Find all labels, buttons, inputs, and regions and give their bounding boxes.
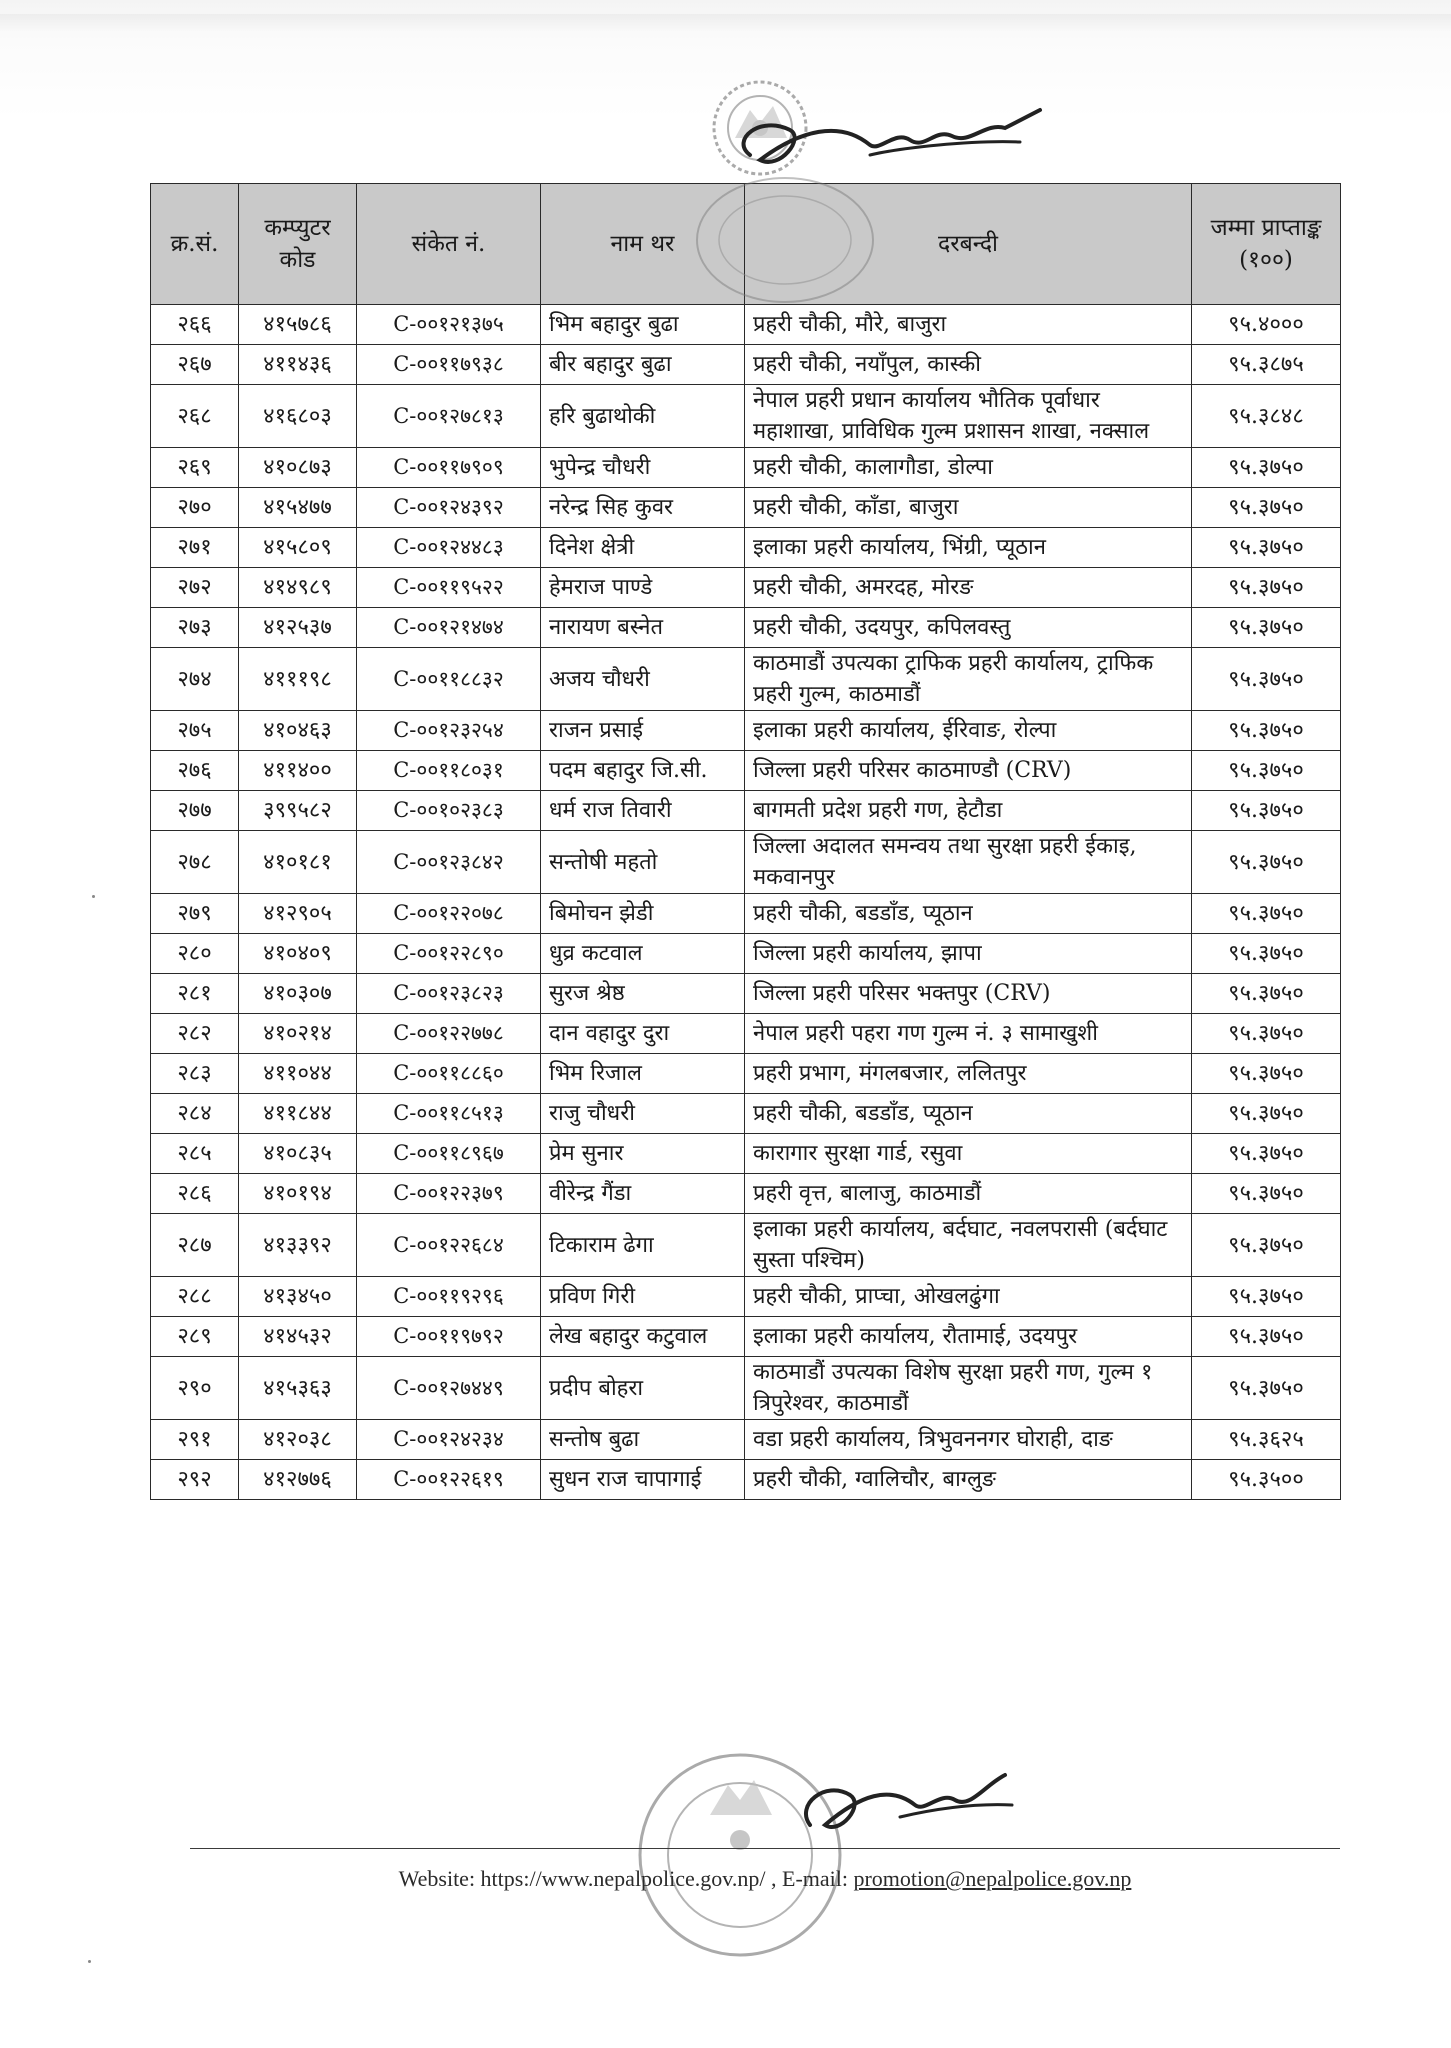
computer-code-cell: ४१०१८१	[239, 831, 357, 894]
marks-cell: ९५.३७५०	[1192, 648, 1341, 711]
symbol-number-cell: C-००१२७४४९	[357, 1357, 541, 1420]
symbol-number-cell: C-००१२४४८३	[357, 528, 541, 568]
computer-code-cell: ४१११९८	[239, 648, 357, 711]
serial-cell: २६६	[151, 305, 239, 345]
name-cell: टिकाराम ढेगा	[541, 1214, 745, 1277]
scan-speck	[88, 1960, 91, 1963]
posting-cell: प्रहरी चौकी, प्राप्चा, ओखलढुंगा	[745, 1277, 1192, 1317]
symbol-number-cell: C-००११८०३१	[357, 751, 541, 791]
symbol-number-cell: C-००१२३२५४	[357, 711, 541, 751]
computer-code-cell: ४१०२१४	[239, 1014, 357, 1054]
posting-cell: जिल्ला प्रहरी परिसर भक्तपुर (CRV)	[745, 974, 1192, 1014]
candidate-table	[150, 183, 1341, 1500]
name-cell: हेमराज पाण्डे	[541, 568, 745, 608]
table-row	[151, 751, 1341, 791]
header-name: नाम थर	[541, 184, 745, 305]
name-cell: सुरज श्रेष्ठ	[541, 974, 745, 1014]
table-row	[151, 1357, 1341, 1420]
serial-cell: २७६	[151, 751, 239, 791]
table-row	[151, 448, 1341, 488]
serial-cell: २७८	[151, 831, 239, 894]
name-cell: प्रेम सुनार	[541, 1134, 745, 1174]
footer-website[interactable]: Website: https://www.nepalpolice.gov.np/	[398, 1866, 766, 1891]
marks-cell: ९५.३७५०	[1192, 894, 1341, 934]
computer-code-cell: ४१०३०७	[239, 974, 357, 1014]
symbol-number-cell: C-००१२२७७८	[357, 1014, 541, 1054]
table-row	[151, 1054, 1341, 1094]
symbol-number-cell: C-००११८८६०	[357, 1054, 541, 1094]
name-cell: नरेन्द्र सिह कुवर	[541, 488, 745, 528]
marks-cell: ९५.३८४८	[1192, 385, 1341, 448]
computer-code-cell: ४१०१९४	[239, 1174, 357, 1214]
posting-cell: प्रहरी चौकी, अमरदह, मोरङ	[745, 568, 1192, 608]
computer-code-cell: ४१४९८९	[239, 568, 357, 608]
computer-code-cell: ४१५४७७	[239, 488, 357, 528]
marks-cell: ९५.४०००	[1192, 305, 1341, 345]
footer-separator: , E-mail:	[765, 1866, 854, 1891]
posting-cell: काठमाडौं उपत्यका विशेष सुरक्षा प्रहरी गण, गुल्म १ त्रिपुरेश्वर, काठमाडौं	[745, 1357, 1192, 1420]
header-symbol-number: संकेत नं.	[357, 184, 541, 305]
name-cell: प्रदीप बोहरा	[541, 1357, 745, 1420]
serial-cell: २८१	[151, 974, 239, 1014]
serial-cell: २६७	[151, 345, 239, 385]
posting-cell: इलाका प्रहरी कार्यालय, रौतामाई, उदयपुर	[745, 1317, 1192, 1357]
footer-email[interactable]: promotion@nepalpolice.gov.np	[853, 1866, 1132, 1891]
serial-cell: २८५	[151, 1134, 239, 1174]
name-cell: बिमोचन झेडी	[541, 894, 745, 934]
posting-cell: प्रहरी चौकी, उदयपुर, कपिलवस्तु	[745, 608, 1192, 648]
serial-cell: २८४	[151, 1094, 239, 1134]
serial-cell: २७२	[151, 568, 239, 608]
symbol-number-cell: C-००१२२६८४	[357, 1214, 541, 1277]
serial-cell: २९२	[151, 1460, 239, 1500]
table-row	[151, 1277, 1341, 1317]
table-row	[151, 1174, 1341, 1214]
signature-bottom	[790, 1755, 1020, 1845]
computer-code-cell: ४१३४५०	[239, 1277, 357, 1317]
name-cell: सन्तोषी महतो	[541, 831, 745, 894]
posting-cell: कारागार सुरक्षा गार्ड, रसुवा	[745, 1134, 1192, 1174]
name-cell: लेख बहादुर कटुवाल	[541, 1317, 745, 1357]
posting-cell: जिल्ला प्रहरी परिसर काठमाण्डौ (CRV)	[745, 751, 1192, 791]
posting-cell: प्रहरी चौकी, बडडाँड, प्यूठान	[745, 894, 1192, 934]
name-cell: सुधन राज चापागाई	[541, 1460, 745, 1500]
footer-rule	[190, 1848, 1340, 1849]
serial-cell: २८८	[151, 1277, 239, 1317]
symbol-number-cell: C-००११९७९२	[357, 1317, 541, 1357]
symbol-number-cell: C-००११८९६७	[357, 1134, 541, 1174]
table-row	[151, 974, 1341, 1014]
table-row	[151, 488, 1341, 528]
marks-cell: ९५.३७५०	[1192, 1317, 1341, 1357]
serial-cell: २९०	[151, 1357, 239, 1420]
symbol-number-cell: C-००१२२०७८	[357, 894, 541, 934]
table-row	[151, 1014, 1341, 1054]
posting-cell: प्रहरी चौकी, ग्वालिचौर, बाग्लुङ	[745, 1460, 1192, 1500]
computer-code-cell: ४१५८०९	[239, 528, 357, 568]
computer-code-cell: ४१३३९२	[239, 1214, 357, 1277]
table-row	[151, 1134, 1341, 1174]
computer-code-cell: ४१०४०९	[239, 934, 357, 974]
name-cell: भिम बहादुर बुढा	[541, 305, 745, 345]
serial-cell: २७७	[151, 791, 239, 831]
scan-edge	[0, 14, 1451, 32]
computer-code-cell: ४११४००	[239, 751, 357, 791]
serial-cell: २८३	[151, 1054, 239, 1094]
symbol-number-cell: C-००११७९३८	[357, 345, 541, 385]
header-posting: दरबन्दी	[745, 184, 1192, 305]
computer-code-cell: ४१२९०५	[239, 894, 357, 934]
name-cell: भुपेन्द्र चौधरी	[541, 448, 745, 488]
computer-code-cell: ४१५७८६	[239, 305, 357, 345]
header-serial: क्र.सं.	[151, 184, 239, 305]
serial-cell: २७१	[151, 528, 239, 568]
symbol-number-cell: C-००१०२३८३	[357, 791, 541, 831]
symbol-number-cell: C-००१२१४७४	[357, 608, 541, 648]
posting-cell: प्रहरी प्रभाग, मंगलबजार, ललितपुर	[745, 1054, 1192, 1094]
computer-code-cell: ४११८४४	[239, 1094, 357, 1134]
official-seal-header	[690, 170, 880, 310]
serial-cell: २७४	[151, 648, 239, 711]
table-row	[151, 385, 1341, 448]
posting-cell: प्रहरी चौकी, कालागौडा, डोल्पा	[745, 448, 1192, 488]
marks-cell: ९५.३७५०	[1192, 711, 1341, 751]
name-cell: भिम रिजाल	[541, 1054, 745, 1094]
posting-cell: प्रहरी चौकी, मौरे, बाजुरा	[745, 305, 1192, 345]
computer-code-cell: ४१२५३७	[239, 608, 357, 648]
posting-cell: प्रहरी चौकी, नयाँपुल, कास्की	[745, 345, 1192, 385]
marks-cell: ९५.३५००	[1192, 1460, 1341, 1500]
computer-code-cell: ४११०४४	[239, 1054, 357, 1094]
table-row	[151, 831, 1341, 894]
symbol-number-cell: C-००१२३८४२	[357, 831, 541, 894]
footer	[190, 1866, 1340, 1892]
marks-cell: ९५.३७५०	[1192, 1357, 1341, 1420]
table-row	[151, 648, 1341, 711]
table-row	[151, 711, 1341, 751]
computer-code-cell: ३९९५८२	[239, 791, 357, 831]
name-cell: राजन प्रसाई	[541, 711, 745, 751]
marks-cell: ९५.३७५०	[1192, 934, 1341, 974]
name-cell: राजु चौधरी	[541, 1094, 745, 1134]
serial-cell: २८०	[151, 934, 239, 974]
table-row	[151, 1460, 1341, 1500]
marks-cell: ९५.३७५०	[1192, 1134, 1341, 1174]
table-row	[151, 608, 1341, 648]
name-cell: धर्म राज तिवारी	[541, 791, 745, 831]
marks-cell: ९५.३७५०	[1192, 1277, 1341, 1317]
serial-cell: २७३	[151, 608, 239, 648]
computer-code-cell: ४१४५३२	[239, 1317, 357, 1357]
serial-cell: २६९	[151, 448, 239, 488]
table-row	[151, 1420, 1341, 1460]
marks-cell: ९५.३७५०	[1192, 1014, 1341, 1054]
marks-cell: ९५.३६२५	[1192, 1420, 1341, 1460]
symbol-number-cell: C-००१२७८१३	[357, 385, 541, 448]
name-cell: नारायण बस्नेत	[541, 608, 745, 648]
symbol-number-cell: C-००१२२६१९	[357, 1460, 541, 1500]
posting-cell: वडा प्रहरी कार्यालय, त्रिभुवननगर घोराही, दाङ	[745, 1420, 1192, 1460]
name-cell: अजय चौधरी	[541, 648, 745, 711]
marks-cell: ९५.३७५०	[1192, 1054, 1341, 1094]
serial-cell: २७०	[151, 488, 239, 528]
computer-code-cell: ४१२७७६	[239, 1460, 357, 1500]
symbol-number-cell: C-००११९२९६	[357, 1277, 541, 1317]
symbol-number-cell: C-००११७९०९	[357, 448, 541, 488]
marks-cell: ९५.३८७५	[1192, 345, 1341, 385]
symbol-number-cell: C-००१२४३९२	[357, 488, 541, 528]
computer-code-cell: ४१५३६३	[239, 1357, 357, 1420]
name-cell: बीर बहादुर बुढा	[541, 345, 745, 385]
symbol-number-cell: C-००१२४२३४	[357, 1420, 541, 1460]
serial-cell: २८७	[151, 1214, 239, 1277]
serial-cell: २९१	[151, 1420, 239, 1460]
symbol-number-cell: C-००१२३८२३	[357, 974, 541, 1014]
posting-cell: नेपाल प्रहरी पहरा गण गुल्म नं. ३ सामाखुशी	[745, 1014, 1192, 1054]
posting-cell: प्रहरी चौकी, बडडाँड, प्यूठान	[745, 1094, 1192, 1134]
serial-cell: २७५	[151, 711, 239, 751]
symbol-number-cell: C-००१२१३७५	[357, 305, 541, 345]
symbol-number-cell: C-००११८८३२	[357, 648, 541, 711]
table-row	[151, 791, 1341, 831]
scan-speck	[92, 895, 95, 898]
name-cell: सन्तोष बुढा	[541, 1420, 745, 1460]
posting-cell: प्रहरी वृत्त, बालाजु, काठमाडौं	[745, 1174, 1192, 1214]
computer-code-cell: ४१०४६३	[239, 711, 357, 751]
name-cell: प्रविण गिरी	[541, 1277, 745, 1317]
table-row	[151, 345, 1341, 385]
table-row	[151, 305, 1341, 345]
marks-cell: ९५.३७५०	[1192, 1214, 1341, 1277]
serial-cell: २६८	[151, 385, 239, 448]
posting-cell: बागमती प्रदेश प्रहरी गण, हेटौडा	[745, 791, 1192, 831]
marks-cell: ९५.३७५०	[1192, 488, 1341, 528]
posting-cell: काठमाडौं उपत्यका ट्राफिक प्रहरी कार्यालय, ट्राफिक प्रहरी गुल्म, काठमाडौं	[745, 648, 1192, 711]
symbol-number-cell: C-००१२२३७९	[357, 1174, 541, 1214]
name-cell: हरि बुढाथोकी	[541, 385, 745, 448]
posting-cell: इलाका प्रहरी कार्यालय, ईरिवाङ, रोल्पा	[745, 711, 1192, 751]
serial-cell: २८२	[151, 1014, 239, 1054]
table-row	[151, 528, 1341, 568]
marks-cell: ९५.३७५०	[1192, 751, 1341, 791]
table-row	[151, 1317, 1341, 1357]
posting-cell: प्रहरी चौकी, काँडा, बाजुरा	[745, 488, 1192, 528]
table-row	[151, 894, 1341, 934]
posting-cell: इलाका प्रहरी कार्यालय, भिंग्री, प्यूठान	[745, 528, 1192, 568]
marks-cell: ९५.३७५०	[1192, 1094, 1341, 1134]
name-cell: दान वहादुर दुरा	[541, 1014, 745, 1054]
marks-cell: ९५.३७५०	[1192, 1174, 1341, 1214]
marks-cell: ९५.३७५०	[1192, 791, 1341, 831]
table-row	[151, 1094, 1341, 1134]
posting-cell: जिल्ला प्रहरी कार्यालय, झापा	[745, 934, 1192, 974]
marks-cell: ९५.३७५०	[1192, 831, 1341, 894]
symbol-number-cell: C-००११९५२२	[357, 568, 541, 608]
table-row	[151, 568, 1341, 608]
computer-code-cell: ४११४३६	[239, 345, 357, 385]
computer-code-cell: ४१६८०३	[239, 385, 357, 448]
symbol-number-cell: C-००११८५१३	[357, 1094, 541, 1134]
marks-cell: ९५.३७५०	[1192, 568, 1341, 608]
posting-cell: नेपाल प्रहरी प्रधान कार्यालय भौतिक पूर्वाधार महाशाखा, प्राविधिक गुल्म प्रशासन शाखा, नक्साल	[745, 385, 1192, 448]
table-row	[151, 934, 1341, 974]
computer-code-cell: ४१०८७३	[239, 448, 357, 488]
header-total-marks: जम्मा प्राप्ताङ्क (१००)	[1192, 184, 1341, 305]
table-row	[151, 1214, 1341, 1277]
computer-code-cell: ४१०८३५	[239, 1134, 357, 1174]
name-cell: धुव्र कटवाल	[541, 934, 745, 974]
name-cell: वीरेन्द्र गैंडा	[541, 1174, 745, 1214]
name-cell: दिनेश क्षेत्री	[541, 528, 745, 568]
serial-cell: २७९	[151, 894, 239, 934]
symbol-number-cell: C-००१२२८९०	[357, 934, 541, 974]
computer-code-cell: ४१२०३८	[239, 1420, 357, 1460]
marks-cell: ९५.३७५०	[1192, 974, 1341, 1014]
marks-cell: ९५.३७५०	[1192, 448, 1341, 488]
posting-cell: जिल्ला अदालत समन्वय तथा सुरक्षा प्रहरी ईकाइ, मकवानपुर	[745, 831, 1192, 894]
serial-cell: २८६	[151, 1174, 239, 1214]
name-cell: पदम बहादुर जि.सी.	[541, 751, 745, 791]
marks-cell: ९५.३७५०	[1192, 608, 1341, 648]
marks-cell: ९५.३७५०	[1192, 528, 1341, 568]
serial-cell: २८९	[151, 1317, 239, 1357]
header-computer-code: कम्प्युटर कोड	[239, 184, 357, 305]
posting-cell: इलाका प्रहरी कार्यालय, बर्दघाट, नवलपरासी (बर्दघाट सुस्ता पश्चिम)	[745, 1214, 1192, 1277]
